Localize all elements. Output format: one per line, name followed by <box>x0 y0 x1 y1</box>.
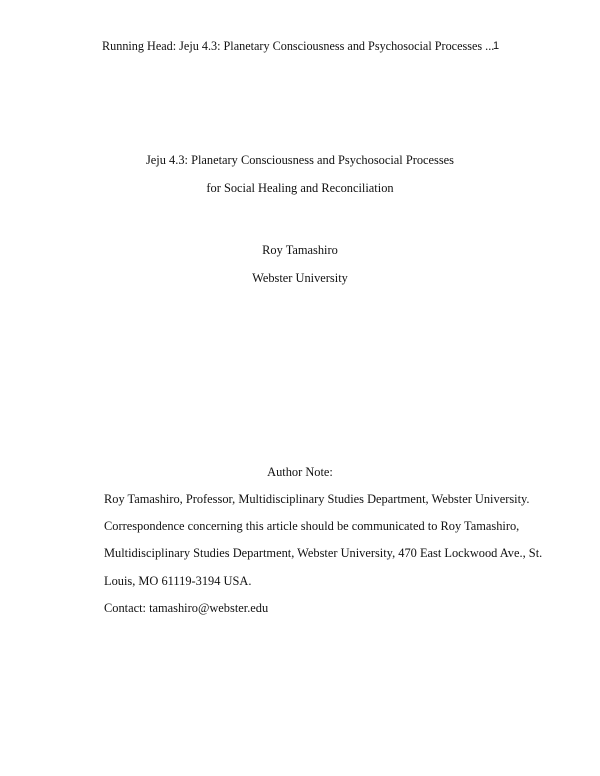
paper-title-line-2: for Social Healing and Reconciliation <box>206 181 394 195</box>
author-note-heading: Author Note: <box>267 465 333 479</box>
running-head <box>0 37 600 55</box>
author-contact-line: Contact: tamashiro@webster.edu <box>104 601 269 615</box>
author-affiliation: Webster University <box>252 271 348 285</box>
author-name: Roy Tamashiro <box>262 243 338 257</box>
paper-title-line-1: Jeju 4.3: Planetary Consciousness and Psychosocial Processes <box>145 153 454 167</box>
running-head-text: Running Head: Jeju 4.3: Planetary Consciousness and Psychosocial Processes ... <box>102 39 495 53</box>
author-note-line: Correspondence concerning this article should be communicated to Roy Tamashiro, <box>104 519 520 533</box>
page-number: 1 <box>493 40 500 52</box>
author-note-line: Louis, MO 61119-3194 USA. <box>104 574 252 588</box>
author-note-line: Roy Tamashiro, Professor, Multidisciplinary Studies Department, Webster University. <box>104 492 530 506</box>
author-note-line: Multidisciplinary Studies Department, Webster University, 470 East Lockwood Ave., St. <box>104 546 543 560</box>
